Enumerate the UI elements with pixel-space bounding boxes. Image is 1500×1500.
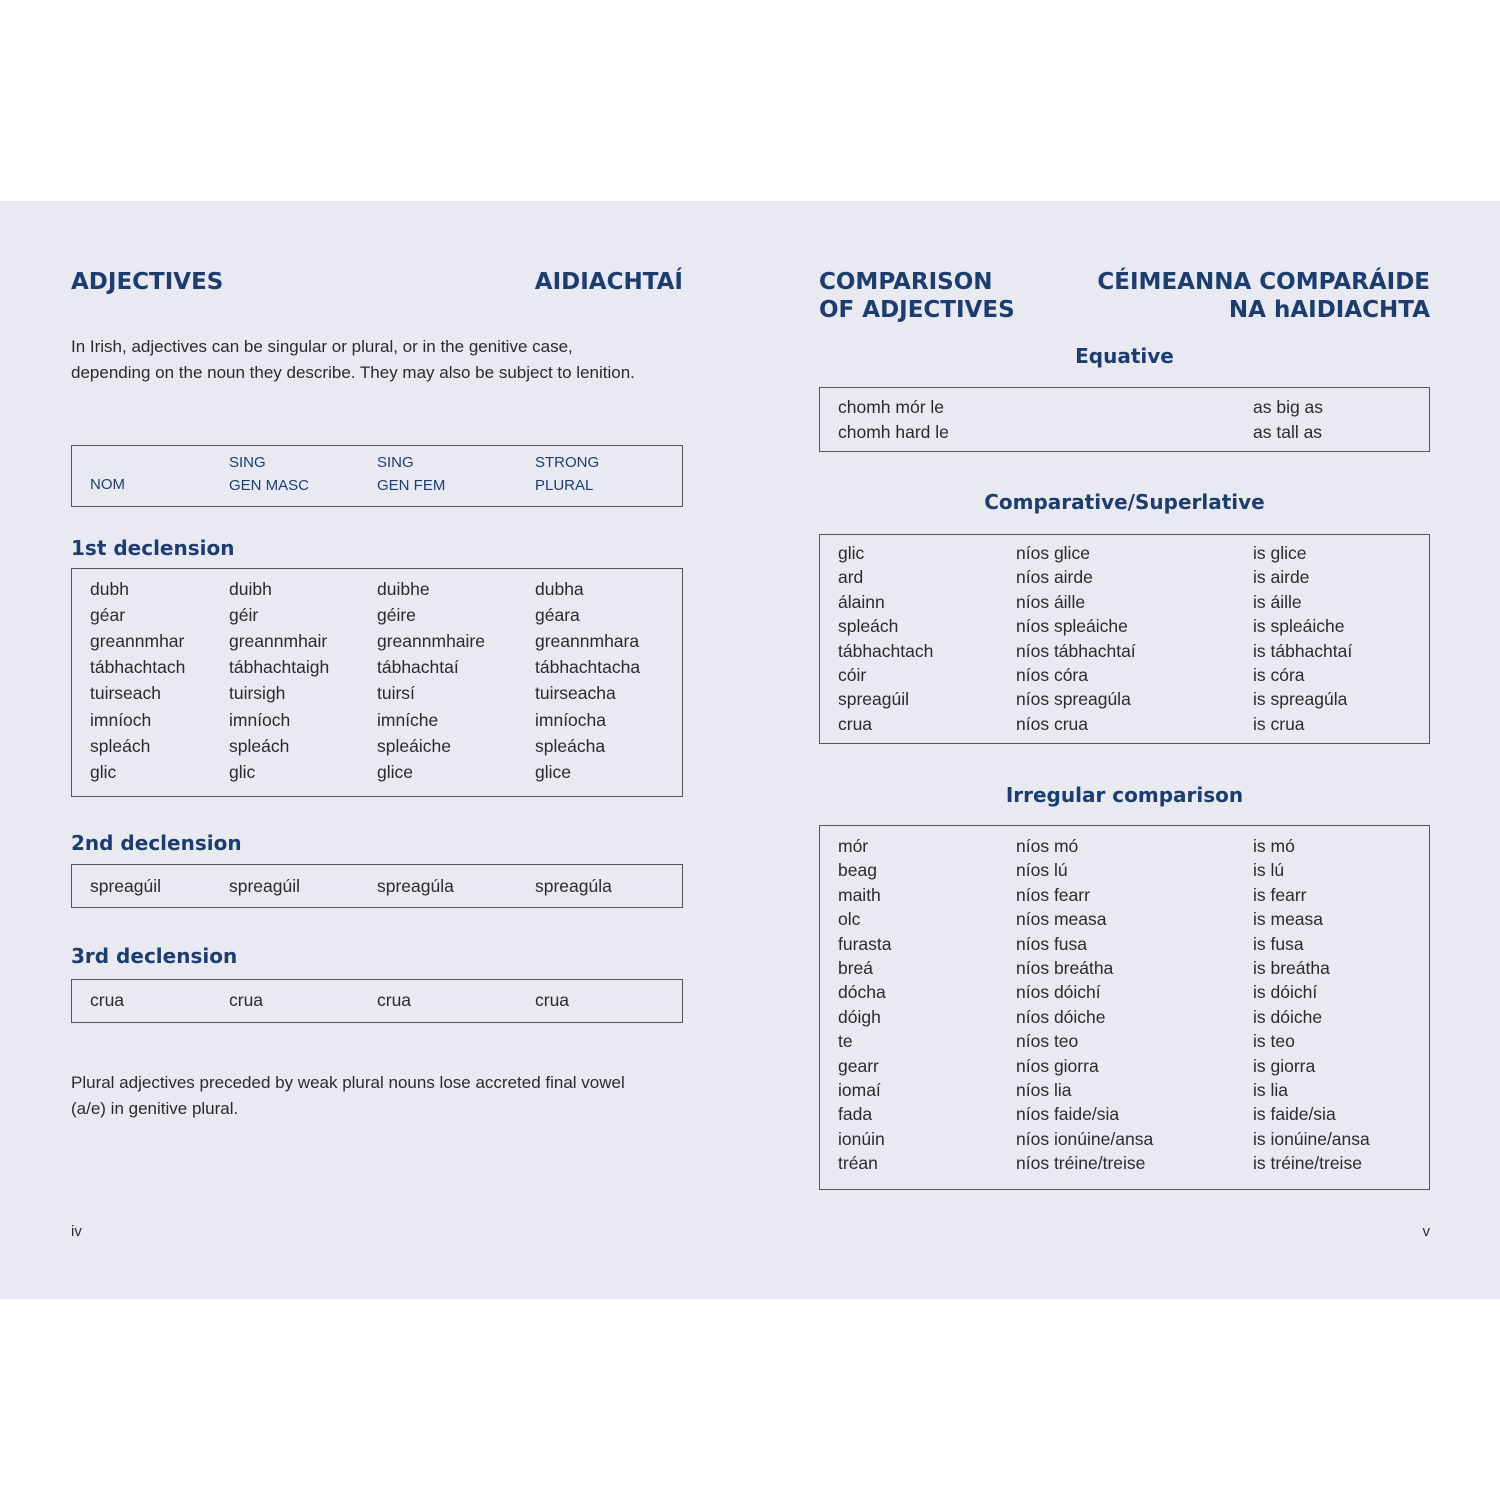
table-cell: as tall as xyxy=(1253,421,1323,442)
table-cell: as big as xyxy=(1253,397,1324,417)
table-cell: spleácha xyxy=(535,735,606,756)
table-cell: níos ionúine/ansa xyxy=(1016,1128,1154,1149)
table-cell: is dóichí xyxy=(1253,982,1318,1003)
table-row xyxy=(820,1029,1429,1053)
table-row xyxy=(820,1151,1429,1175)
table-cell: mór xyxy=(838,836,869,856)
first-declension-title: 1st declension xyxy=(71,536,235,560)
table-cell: níos teo xyxy=(1016,1031,1079,1052)
intro-line: In Irish, adjectives can be singular or plural, or in the genitive case, xyxy=(71,337,573,356)
table-cell: duibhe xyxy=(377,579,430,599)
table-cell: imníche xyxy=(377,709,439,730)
table-row xyxy=(820,907,1429,931)
table-row xyxy=(820,687,1429,711)
table-cell: níos breátha xyxy=(1016,958,1114,978)
table-cell: crua xyxy=(535,990,570,1010)
table-cell: níos tréine/treise xyxy=(1016,1153,1146,1174)
table-cell: is crua xyxy=(1253,713,1305,734)
table-cell: glic xyxy=(838,543,865,563)
table-cell: is dóiche xyxy=(1253,1006,1323,1027)
table-cell: imníoch xyxy=(229,709,291,730)
table-cell: tuirsí xyxy=(377,683,415,704)
table-cell: tábhachtaí xyxy=(377,657,459,678)
table-cell: tréan xyxy=(838,1153,878,1174)
table-cell: spreagúil xyxy=(838,689,910,710)
header-nom: NOM xyxy=(90,476,125,493)
table-cell: ionúin xyxy=(838,1128,885,1149)
second-declension-title: 2nd declension xyxy=(71,831,242,855)
table-row xyxy=(72,873,682,899)
table-row xyxy=(820,834,1429,858)
table-cell: níos mó xyxy=(1016,836,1079,856)
table-cell: níos giorra xyxy=(1016,1055,1099,1076)
table-cell: spleách xyxy=(229,735,290,756)
table-cell: níos glice xyxy=(1016,543,1090,563)
table-cell: glic xyxy=(229,761,256,782)
table-cell: chomh hard le xyxy=(838,421,949,442)
table-cell: beag xyxy=(838,860,877,881)
table-row xyxy=(820,858,1429,882)
table-cell: dóigh xyxy=(838,1006,881,1027)
table-cell: imníoch xyxy=(90,709,152,730)
page-title-en: ADJECTIVES xyxy=(71,269,224,295)
table-cell: is spleáiche xyxy=(1253,616,1345,637)
table-cell: spreagúil xyxy=(90,876,162,896)
page-title-ga: AIDIACHTAÍ xyxy=(534,269,683,295)
table-row xyxy=(820,1102,1429,1126)
table-cell: is spreagúla xyxy=(1253,689,1348,710)
first-declension-table xyxy=(71,568,683,797)
table-cell: maith xyxy=(838,884,881,905)
table-cell: níos dóichí xyxy=(1016,982,1101,1003)
table-row xyxy=(72,576,682,602)
table-row xyxy=(820,980,1429,1004)
table-cell: spreagúla xyxy=(377,876,454,896)
table-cell: greannmhara xyxy=(535,631,640,652)
table-cell: dubh xyxy=(90,579,129,599)
intro-paragraph xyxy=(71,334,635,386)
table-cell: glice xyxy=(535,761,571,782)
comparative-title: Comparative/Superlative xyxy=(984,490,1265,514)
page-title-ga xyxy=(1097,268,1430,324)
table-cell: is faide/sia xyxy=(1253,1104,1336,1125)
table-cell: níos airde xyxy=(1016,567,1093,588)
table-row xyxy=(72,707,682,733)
table-cell: is breátha xyxy=(1253,958,1330,978)
table-cell: níos measa xyxy=(1016,909,1107,930)
table-cell: crua xyxy=(377,990,412,1010)
table-cell: crua xyxy=(838,713,873,734)
table-row xyxy=(820,590,1429,614)
table-cell: greannmhair xyxy=(229,631,328,652)
table-cell: duibh xyxy=(229,579,272,599)
table-row xyxy=(820,712,1429,736)
table-cell: is measa xyxy=(1253,909,1324,930)
table-cell: níos áille xyxy=(1016,591,1086,612)
header-plural: PLURAL xyxy=(535,477,594,494)
table-cell: is tábhachtaí xyxy=(1253,640,1353,661)
table-row xyxy=(820,541,1429,565)
table-cell: géar xyxy=(90,605,126,626)
footnote-paragraph xyxy=(71,1070,625,1122)
table-cell: is glice xyxy=(1253,543,1307,563)
table-row xyxy=(72,759,682,785)
table-cell: is giorra xyxy=(1253,1055,1316,1076)
table-cell: cóir xyxy=(838,665,867,685)
table-cell: géire xyxy=(377,605,416,626)
table-cell: spleách xyxy=(90,735,151,756)
table-cell: spreagúil xyxy=(229,876,301,896)
title-en-line: OF ADJECTIVES xyxy=(819,297,1015,323)
table-cell: is mó xyxy=(1253,836,1295,856)
second-declension-table xyxy=(71,864,683,908)
table-cell: tábhachtach xyxy=(90,657,186,678)
table-cell: fada xyxy=(838,1104,873,1125)
header-sing-masc-top: SING xyxy=(229,454,266,471)
table-cell: is córa xyxy=(1253,665,1305,685)
table-cell: greannmhar xyxy=(90,631,185,652)
header-sing-fem-top: SING xyxy=(377,454,414,471)
irregular-table xyxy=(819,825,1430,1190)
table-cell: níos crua xyxy=(1016,713,1088,734)
declension-header-box xyxy=(71,445,683,507)
table-cell: níos dóiche xyxy=(1016,1006,1106,1027)
table-cell: tábhachtaigh xyxy=(229,657,330,678)
table-cell: is teo xyxy=(1253,1031,1295,1052)
table-cell: álainn xyxy=(838,591,885,612)
table-cell: is fusa xyxy=(1253,933,1304,954)
table-row xyxy=(820,1127,1429,1151)
footnote-line: (a/e) in genitive plural. xyxy=(71,1099,239,1118)
header-gen-fem: GEN FEM xyxy=(377,477,446,494)
table-cell: spleách xyxy=(838,616,899,637)
third-declension-title: 3rd declension xyxy=(71,944,238,968)
table-row xyxy=(72,680,682,706)
intro-line: depending on the noun they describe. They may also be subject to lenition. xyxy=(71,363,635,382)
page-number-left: iv xyxy=(71,1223,82,1240)
equative-table xyxy=(819,387,1430,452)
table-cell: is lú xyxy=(1253,860,1285,881)
table-row xyxy=(820,420,1429,444)
table-cell: géir xyxy=(229,605,259,626)
third-declension-table xyxy=(71,979,683,1023)
table-cell: ard xyxy=(838,567,864,588)
table-cell: chomh mór le xyxy=(838,397,945,417)
header-strong: STRONG xyxy=(535,454,600,471)
table-cell: tuirsigh xyxy=(229,683,286,704)
equative-title: Equative xyxy=(1075,344,1174,368)
table-cell: níos spreagúla xyxy=(1016,689,1131,710)
table-cell: glice xyxy=(377,761,413,782)
table-cell: níos tábhachtaí xyxy=(1016,640,1136,661)
title-ga-line: CÉIMEANNA COMPARÁIDE xyxy=(1097,269,1430,295)
table-cell: is tréine/treise xyxy=(1253,1153,1362,1174)
table-row xyxy=(72,628,682,654)
table-row xyxy=(820,565,1429,589)
table-row xyxy=(72,654,682,680)
book-spread xyxy=(0,201,1500,1299)
table-cell: níos faide/sia xyxy=(1016,1104,1120,1125)
table-cell: is fearr xyxy=(1253,884,1307,905)
table-cell: is áille xyxy=(1253,591,1302,612)
table-cell: crua xyxy=(90,990,125,1010)
table-row xyxy=(72,733,682,759)
table-row xyxy=(820,614,1429,638)
table-cell: crua xyxy=(229,990,264,1010)
table-cell: tuirseacha xyxy=(535,683,616,704)
table-cell: dubha xyxy=(535,579,584,599)
table-cell: níos spleáiche xyxy=(1016,616,1128,637)
table-cell: spleáiche xyxy=(377,735,451,756)
table-cell: is airde xyxy=(1253,567,1310,588)
table-cell: tuirseach xyxy=(90,683,162,704)
table-cell: níos córa xyxy=(1016,665,1088,685)
table-cell: gearr xyxy=(838,1055,879,1076)
table-cell: is ionúine/ansa xyxy=(1253,1128,1370,1149)
table-row xyxy=(820,1054,1429,1078)
title-ga-line: NA hAIDIACHTA xyxy=(1228,297,1430,323)
table-cell: tábhachtacha xyxy=(535,657,641,678)
table-cell: níos lia xyxy=(1016,1080,1072,1100)
table-row xyxy=(820,932,1429,956)
table-row xyxy=(72,987,682,1013)
table-row xyxy=(72,602,682,628)
table-cell: is lia xyxy=(1253,1080,1289,1100)
table-cell: níos lú xyxy=(1016,860,1068,881)
table-cell: greannmhaire xyxy=(377,631,485,652)
table-cell: tábhachtach xyxy=(838,640,934,661)
irregular-title: Irregular comparison xyxy=(1005,783,1244,807)
table-cell: glic xyxy=(90,761,117,782)
comparative-table xyxy=(819,534,1430,744)
table-cell: dócha xyxy=(838,982,886,1003)
page-number-right: v xyxy=(1422,1223,1430,1240)
table-row xyxy=(820,639,1429,663)
table-cell: iomaí xyxy=(838,1080,881,1100)
table-cell: níos fusa xyxy=(1016,933,1088,954)
table-cell: géara xyxy=(535,605,580,626)
footnote-line: Plural adjectives preceded by weak plural nouns lose accreted final vowel xyxy=(71,1073,625,1092)
table-row xyxy=(820,1078,1429,1102)
table-row xyxy=(820,395,1429,419)
left-page xyxy=(71,201,683,1299)
table-cell: níos fearr xyxy=(1016,884,1090,905)
page-title-en xyxy=(819,268,1015,324)
table-cell: imníocha xyxy=(535,709,607,730)
table-row xyxy=(820,883,1429,907)
table-cell: te xyxy=(838,1031,853,1052)
right-page xyxy=(819,201,1430,1299)
table-row xyxy=(820,956,1429,980)
table-cell: breá xyxy=(838,958,874,978)
title-en-line: COMPARISON xyxy=(819,269,993,295)
table-row xyxy=(820,1005,1429,1029)
table-cell: spreagúla xyxy=(535,876,612,896)
table-row xyxy=(820,663,1429,687)
header-gen-masc: GEN MASC xyxy=(229,477,310,494)
table-cell: furasta xyxy=(838,933,892,954)
table-cell: olc xyxy=(838,909,861,930)
